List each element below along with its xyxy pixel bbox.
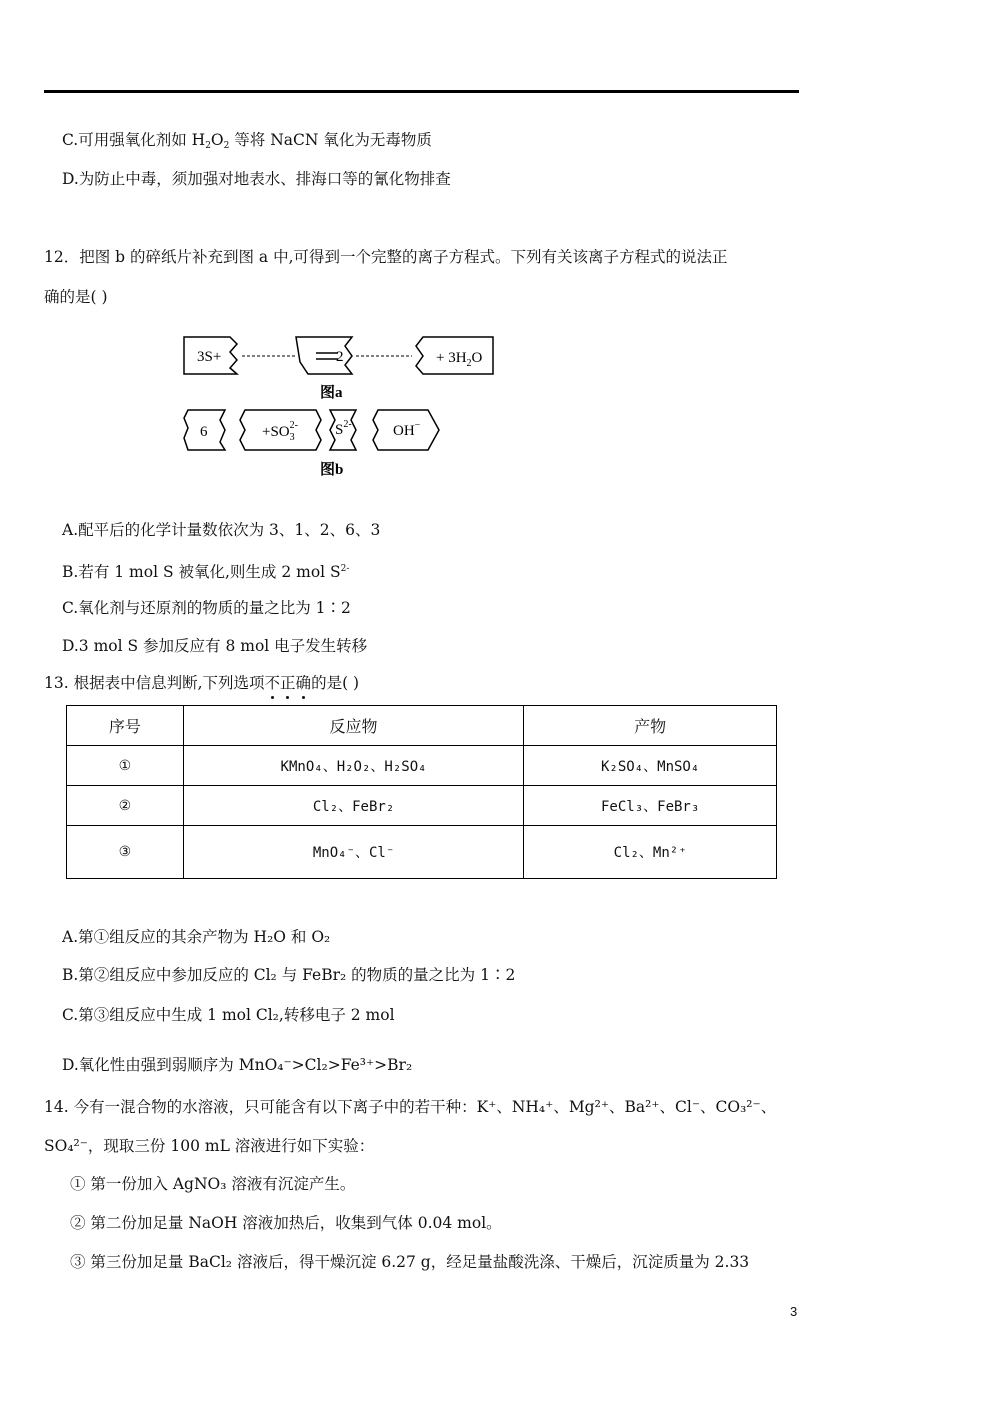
fig-b-piece-4-text: OH− bbox=[393, 420, 421, 439]
fig-a-caption: 图a bbox=[320, 385, 343, 401]
table-row bbox=[67, 746, 777, 786]
q12-stem-line2: 确的是( ) bbox=[44, 288, 108, 306]
q13-table bbox=[66, 705, 777, 879]
table-cell-products: K₂SO₄、MnSO₄ bbox=[524, 746, 777, 786]
fig-a-piece-1-text: 3S+ bbox=[197, 349, 222, 365]
fig-b-caption: 图b bbox=[320, 462, 344, 478]
q12-stem-line1: 12．把图 b 的碎纸片补充到图 a 中,可得到一个完整的离子方程式。下列有关该离子方程式的说法正 bbox=[44, 248, 728, 266]
fig-a-piece-2 bbox=[296, 337, 352, 374]
table-header: 反应物 bbox=[183, 706, 524, 746]
table-row bbox=[67, 786, 777, 826]
q14-item: ③ 第三份加足量 BaCl₂ 溶液后，得干燥沉淀 6.27 g，经足量盐酸洗涤、干燥后，沉淀质量为 2.33 bbox=[70, 1253, 750, 1271]
q13-option-b: B.第②组反应中参加反应的 Cl₂ 与 FeBr₂ 的物质的量之比为 1∶2 bbox=[62, 966, 516, 984]
header-rule bbox=[44, 90, 799, 93]
table-cell-no: ③ bbox=[67, 826, 184, 879]
page-number: 3 bbox=[790, 1304, 798, 1319]
q11-option-d: D.为防止中毒，须加强对地表水、排海口等的氰化物排查 bbox=[62, 170, 451, 188]
table-cell-reactants: MnO₄⁻、Cl⁻ bbox=[183, 826, 524, 879]
q13-option-c: C.第③组反应中生成 1 mol Cl₂,转移电子 2 mol bbox=[62, 1006, 395, 1024]
q14-stem-line1: 14. 今有一混合物的水溶液，只可能含有以下离子中的若干种：K⁺、NH₄⁺、Mg²⁺、Ba²⁺、Cl⁻、CO₃²⁻、 bbox=[44, 1098, 777, 1116]
fig-b-piece-1-text: 6 bbox=[200, 424, 208, 440]
q14-item: ① 第一份加入 AgNO₃ 溶液有沉淀产生。 bbox=[70, 1175, 356, 1193]
table-cell-products: FeCl₃、FeBr₃ bbox=[524, 786, 777, 826]
q11-option-c: C.可用强氧化剂如 $H_2O_2$ 等将 NaCN 氧化为无毒物质 bbox=[62, 131, 432, 151]
fig-a-piece-3-text: + $3H_2O$ bbox=[436, 350, 483, 369]
fig-b-piece-2-text: $+SO_32-$ bbox=[262, 420, 298, 443]
q12-option-b: B.若有 1 mol S 被氧化,则生成 2 mol $S^{2-}$ bbox=[62, 563, 350, 581]
table-header: 序号 bbox=[67, 706, 184, 746]
q12-option-a: A.配平后的化学计量数依次为 3、1、2、6、3 bbox=[62, 521, 381, 539]
q14-item: ② 第二份加足量 NaOH 溶液加热后，收集到气体 0.04 mol。 bbox=[70, 1214, 502, 1232]
table-cell-no: ② bbox=[67, 786, 184, 826]
table-cell-products: Cl₂、Mn²⁺ bbox=[524, 826, 777, 879]
q13-stem: 13. 根据表中信息判断,下列选项不 正 确 的是( ) bbox=[44, 673, 359, 693]
table-cell-reactants: Cl₂、FeBr₂ bbox=[183, 786, 524, 826]
q12-option-c: C.氧化剂与还原剂的物质的量之比为 1∶2 bbox=[62, 599, 351, 617]
emphasis-char: 确 bbox=[296, 674, 312, 692]
table-header-row bbox=[67, 706, 777, 746]
emphasis-char: 不 bbox=[265, 674, 281, 692]
table-cell-reactants: KMnO₄、H₂O₂、H₂SO₄ bbox=[183, 746, 524, 786]
fig-a-piece-2-text: 2 bbox=[336, 349, 344, 365]
table-row bbox=[67, 826, 777, 879]
q13-option-a: A.第①组反应的其余产物为 H₂O 和 O₂ bbox=[62, 928, 331, 946]
emphasis-char: 正 bbox=[280, 674, 296, 692]
fig-b-piece-3-text: $S^{2-}$ bbox=[335, 419, 352, 438]
q12-figure bbox=[180, 332, 510, 482]
q12-option-d: D.3 mol S 参加反应有 8 mol 电子发生转移 bbox=[62, 637, 368, 655]
q14-stem-line2: SO₄²⁻，现取三份 100 mL 溶液进行如下实验： bbox=[44, 1137, 375, 1155]
table-header: 产物 bbox=[524, 706, 777, 746]
q13-option-d: D.氧化性由强到弱顺序为 MnO₄⁻>Cl₂>Fe³⁺>Br₂ bbox=[62, 1056, 413, 1074]
table-cell-no: ① bbox=[67, 746, 184, 786]
